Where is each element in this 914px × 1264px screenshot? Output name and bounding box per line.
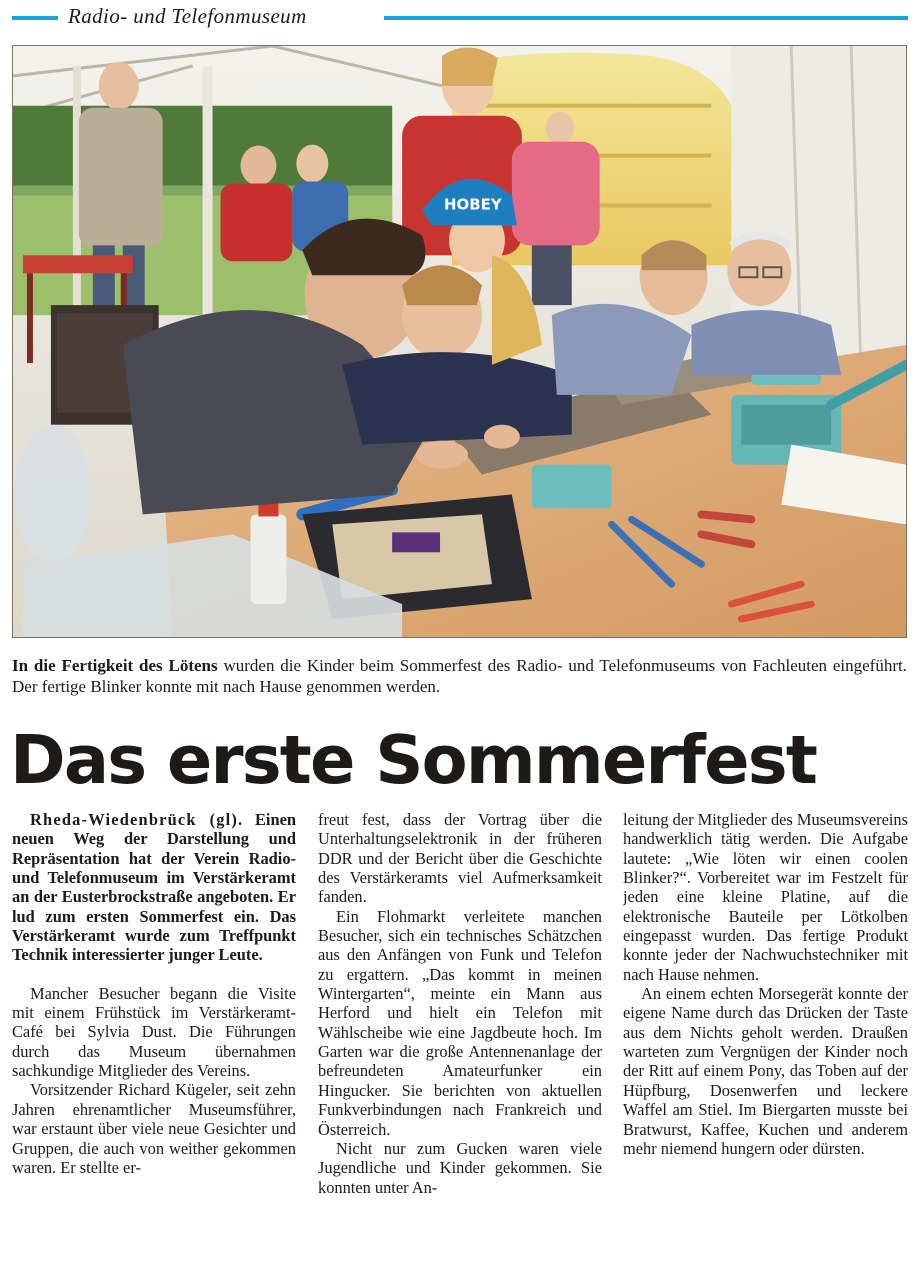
article-lead bbox=[12, 810, 296, 965]
section-rule-left bbox=[12, 16, 58, 20]
cap-lettering: HOBEY bbox=[444, 195, 502, 214]
article-column-1 bbox=[12, 810, 296, 1255]
photo-caption bbox=[12, 655, 907, 697]
section-rule-right bbox=[384, 16, 908, 20]
paragraph: Nicht nur zum Gucken waren viele Jugendliche und Kinder gekommen. Sie konnten unter An- bbox=[318, 1138, 602, 1197]
article-body bbox=[12, 810, 908, 1255]
caption-text: wurden die Kinder beim Sommerfest des Radio- und Telefonmuseums von Fachleuten eingeführt. Der fertige Blinker konnte mit nach Hause genommen werden. bbox=[12, 656, 907, 696]
section-header bbox=[12, 4, 908, 30]
article-photo bbox=[12, 45, 907, 638]
paragraph: freut fest, dass der Vortrag über die Unterhaltungselektronik in der früheren DDR und der Bericht über die Geschichte des Verstärkeramts viel Aufmerksamkeit fanden. bbox=[318, 810, 602, 907]
article-column-2 bbox=[318, 810, 602, 1255]
paragraph: Vorsitzender Richard Kügeler, seit zehn Jahren ehrenamtlicher Museumsführer, war erstaunt über viele neue Gesichter und Gruppen, die auch von weither gekommen waren. Er stellte er- bbox=[12, 1080, 296, 1177]
dateline: Rheda-Wiedenbrück (gl). bbox=[30, 810, 244, 829]
paragraph: Mancher Besucher begann die Visite mit einem Frühstück im Verstärkeramt-Café bei Sylvia Dust. Die Führungen durch das Museum übernahmen sachkundige Mitglieder des Vereins. bbox=[12, 983, 296, 1081]
paragraph: Ein Flohmarkt verleitete manchen Besucher, sich ein technisches Schätzchen aus den Anfängen von Funk und Telefon zu ergattern. „Das kommt in meinen Wintergarten“, meinte ein Mann aus Herford und hielt ein Telefon mit Wählscheibe wie eine Jagdbeute hoch. Im Garten war die große Antennenanlage der befreundeten Amateurfunker ein Hingucker. Sie berichten von aktuellen Funkverbindungen nach Frankreich und Österreich. bbox=[318, 906, 602, 1139]
paragraph: An einem echten Morsegerät konnte der eigene Name durch das Drücken der Taste aus dem Nichts geholt werden. Draußen warteten zum Vergnügen der Kinder noch der Ritt auf einem Pony, das Toben auf der Hüpfburg, Dosenwerfen und leckere Waffel am Stiel. Im Biergarten musste bei Bratwurst, Kaffee, Kuchen und anderem mehr niemend hungern oder dürsten. bbox=[623, 984, 908, 1158]
article-column-3 bbox=[623, 810, 908, 1255]
section-title: Radio- und Telefonmuseum bbox=[68, 4, 307, 28]
lead-text: Einen neuen Weg der Darstellung und Repräsentation hat der Verein Radio- und Telefonmuseum im Verstärkeramt an der Eusterbrockstraße angeboten. Er lud zum ersten Sommerfest ein. Das Verstärkeramt wurde zum Treffpunkt Technik interessierter junger Leute. bbox=[12, 810, 296, 965]
paragraph: leitung der Mitglieder des Museumsvereins handwerklich tätig werden. Die Aufgabe lautete: „Wie löten wir einen coolen Blinker?“. Vorbereitet war im Festzelt für jeden eine kleine Platine, auf die elektronische Bauteile per Lötkolben eingepasst wurden. Das fertige Produkt konnte jeder der Nachwuchstechniker mit nach Hause nehmen. bbox=[623, 810, 908, 984]
article-headline: Das erste Sommerfest bbox=[10, 721, 817, 799]
caption-lead: In die Fertigkeit des Lötens bbox=[12, 656, 218, 675]
photo-illustration bbox=[13, 46, 906, 637]
